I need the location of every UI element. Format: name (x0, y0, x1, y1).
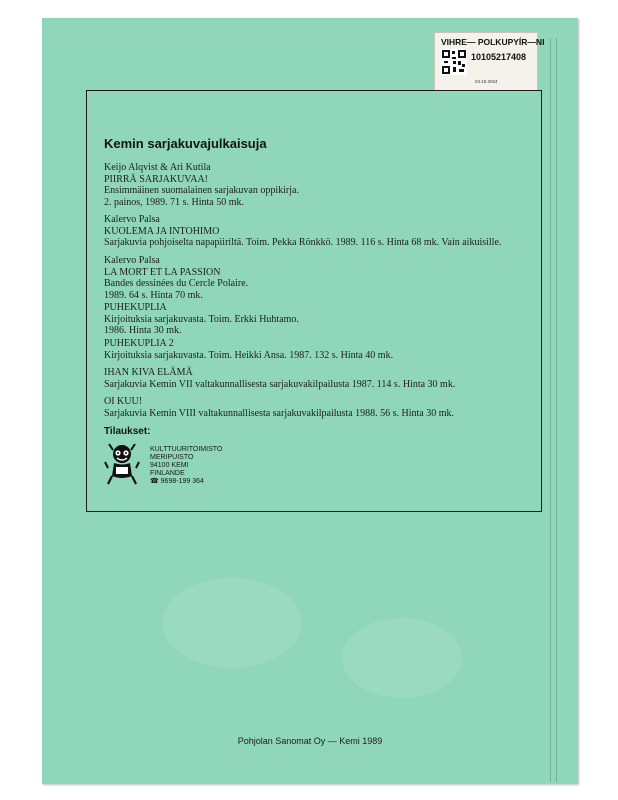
address-line: KULTTUURITOIMISTO (150, 446, 223, 453)
publication-entry (104, 338, 393, 361)
publication-entry (104, 367, 455, 390)
phone-line: ☎ 9698-199 364 (150, 478, 204, 485)
entry-line: PIIRRÄ SARJAKUVAA! (104, 173, 208, 185)
entry-line: 1986. Hinta 30 mk. (104, 325, 182, 336)
order-address (150, 446, 222, 486)
page-title: Kemin sarjakuvajulkaisuja (104, 136, 267, 151)
sticker-date: 04.10.2024 (475, 79, 498, 84)
publication-entry (104, 255, 248, 301)
barcode-number: 10105217408 (471, 52, 527, 62)
entry-line: Kalervo Palsa (104, 255, 160, 266)
address-line: FINLANDE (150, 470, 185, 477)
publication-entry (104, 162, 299, 208)
entry-line: 2. painos, 1989. 71 s. Hinta 50 mk. (104, 196, 244, 208)
library-sticker (434, 32, 545, 92)
orders-heading: Tilaukset: (104, 426, 151, 437)
paper-stain (162, 578, 302, 668)
entry-line: Ensimmäinen suomalainen sarjakuvan oppikirja. (104, 185, 299, 196)
fold-line (556, 38, 557, 782)
entry-line: KUOLEMA JA INTOHIMO (104, 225, 220, 237)
entry-line: PUHEKUPLIA 2 (104, 338, 174, 349)
entry-line: OI KUU! (104, 396, 143, 407)
book-back-cover (42, 18, 578, 784)
address-line: 94100 KEMI (150, 462, 189, 469)
entry-line: Bandes dessinées du Cercle Polaire. (104, 278, 249, 289)
entry-line: Kirjoituksia sarjakuvasta. Toim. Heikki Ansa. 1987. 132 s. Hinta 40 mk. (104, 349, 394, 361)
entry-line: LA MORT ET LA PASSION (104, 266, 221, 278)
entry-line: PUHEKUPLIA (104, 302, 167, 313)
publication-entry (104, 396, 454, 419)
entry-line: Kalervo Palsa (104, 214, 160, 225)
address-line: MERIPUISTO (150, 454, 194, 461)
entry-line: Sarjakuvia Kemin VII valtakunnallisesta sarjakuvakilpailusta 1987. 114 s. Hinta 30 mk. (104, 378, 456, 390)
publisher-footer: Pohjolan Sanomat Oy — Kemi 1989 (237, 736, 383, 746)
entry-line: Sarjakuvia Kemin VIII valtakunnallisesta sarjakuvakilpailusta 1988. 56 s. Hinta 30 mk. (104, 407, 455, 419)
paper-stain (342, 618, 462, 698)
entry-line: 1989. 64 s. Hinta 70 mk. (104, 289, 203, 301)
fold-line (550, 38, 551, 782)
qr-code-icon (441, 49, 467, 75)
sticker-title: VIHRE— POLKUPYÍR—NI (441, 37, 545, 47)
entry-line: Sarjakuvia pohjoiselta napapiiriltä. Toim. Pekka Rönkkö. 1989. 116 s. Hinta 68 mk. Vain aikuisille. (104, 237, 502, 248)
entry-line: Kirjoituksia sarjakuvasta. Toim. Erkki Huhtamo. (104, 313, 299, 325)
entry-line: Keijo Alqvist & Ari Kutila (104, 162, 211, 173)
entry-line: IHAN KIVA ELÄMÄ (104, 367, 193, 378)
mascot-logo-icon (104, 442, 140, 486)
publication-entry (104, 214, 501, 249)
publication-entry (104, 302, 299, 337)
